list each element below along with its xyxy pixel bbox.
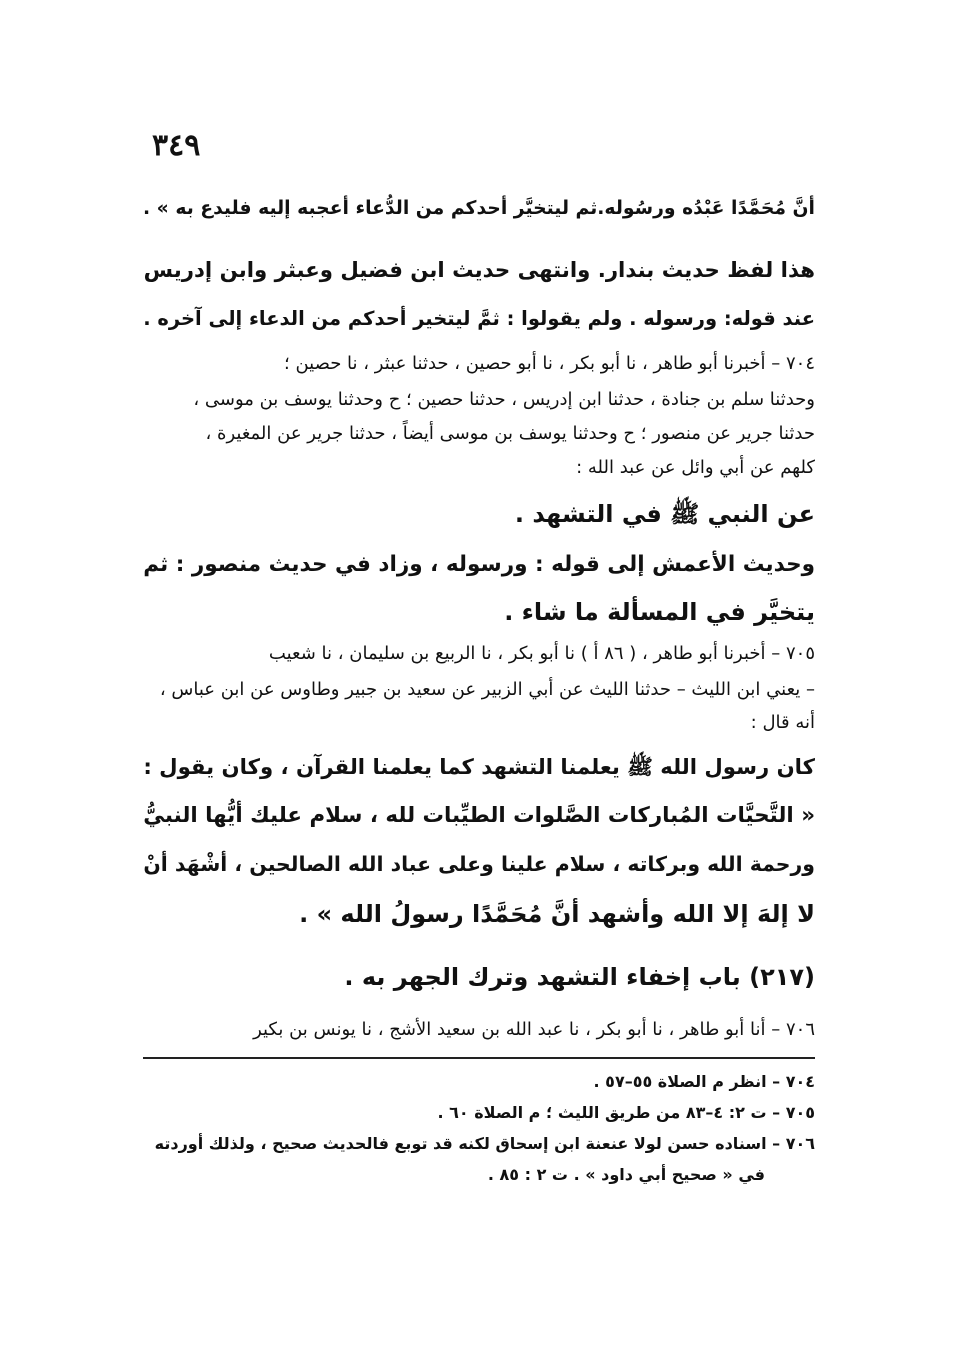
text-line-14: كان رسول الله ﷺ يعلمنا التشهد كما يعلمنا القرآن ، وكان يقول : bbox=[143, 755, 815, 780]
text-line-1: أنَّ مُحَمَّدًا عَبْدُه ورسُوله.ثم ليتخيَّر أحدكم من الدُّعاء أعجبه إليه فليدع به » . bbox=[143, 198, 815, 219]
footnote-705: ٧٠٥ – ت ٢: ٤–٨٣ من طريق الليث ؛ م الصلاة ٦٠ . bbox=[437, 1103, 815, 1122]
footnote-divider bbox=[143, 1057, 815, 1059]
text-line-13: أنه قال : bbox=[750, 712, 815, 733]
text-line-2: هذا لفظ حديث بندار. وانتهى حديث ابن فضيل وعبثر وابن إدريس bbox=[143, 258, 815, 283]
chapter-heading: (٢١٧) باب إخفاء التشهد وترك الجهر به . bbox=[344, 963, 815, 991]
text-line-5: وحدثنا سلم بن جنادة ، حدثنا ابن إدريس ، حدثنا حصين ؛ ح وحدثنا يوسف بن موسى ، bbox=[193, 389, 815, 410]
page-number: ٣٤٩ bbox=[152, 128, 201, 163]
text-line-10: يتخيَّر في المسألة ما شاء . bbox=[504, 598, 815, 626]
text-line-11: ٧٠٥ – أخبرنا أبو طاهر ، ( ٨٦ أ ) نا أبو بكر ، نا الربيع بن سليمان ، نا شعيب bbox=[268, 643, 815, 664]
text-line-9: وحديث الأعمش إلى قوله : ورسوله ، وزاد في حديث منصور : ثم bbox=[143, 552, 815, 577]
text-line-16: ورحمة الله وبركاته ، سلام علينا وعلى عباد الله الصالحين ، أشْهَد أنْ bbox=[143, 852, 815, 876]
text-line-8: عن النبي ﷺ في التشهد . bbox=[514, 500, 815, 528]
footnote-706-continued: في « صحيح أبي داود » . ت ٢ : ٨٥ . bbox=[487, 1165, 765, 1184]
text-line-7: كلهم عن أبي وائل عن عبد الله : bbox=[576, 457, 815, 478]
footnote-704: ٧٠٤ – انظر م الصلاة ٥٥–٥٧ . bbox=[593, 1072, 815, 1091]
text-line-12: – يعني ابن الليث – حدثنا الليث عن أبي الزبير عن سعيد بن جبير وطاوس عن ابن عباس ، bbox=[159, 679, 815, 700]
text-line-4: ٧٠٤ – أخبرنا أبو طاهر ، نا أبو بكر ، نا أبو حصين ، حدثنا عبثر ، نا حصين ؛ bbox=[284, 353, 815, 374]
text-line-17: لا إلهَ إلا الله وأشهد أنَّ مُحَمَّدًا رسولُ الله » . bbox=[299, 900, 815, 928]
text-line-19: ٧٠٦ – أنا أبو طاهر ، نا أبو بكر ، نا عبد الله بن سعيد الأشج ، نا يونس بن بكير bbox=[253, 1019, 815, 1040]
footnote-706: ٧٠٦ – اسناده حسن لولا عنعنة ابن إسحاق لكنه قد توبع فالحديث صحيح ، ولذلك أوردته bbox=[154, 1134, 815, 1153]
text-line-6: حدثنا جرير عن منصور ؛ ح وحدثنا يوسف بن موسى أيضاً ، حدثنا جرير عن المغيرة ، bbox=[205, 423, 815, 444]
text-line-15: « التَّحيَّات المُباركات الصَّلوات الطيِّبات لله ، سلام عليك أيُّها النبيُّ bbox=[143, 803, 815, 828]
text-line-3: عند قوله: ورسوله . ولم يقولوا : ثمَّ ليتخير أحدكم من الدعاء إلى آخره . bbox=[143, 307, 815, 330]
